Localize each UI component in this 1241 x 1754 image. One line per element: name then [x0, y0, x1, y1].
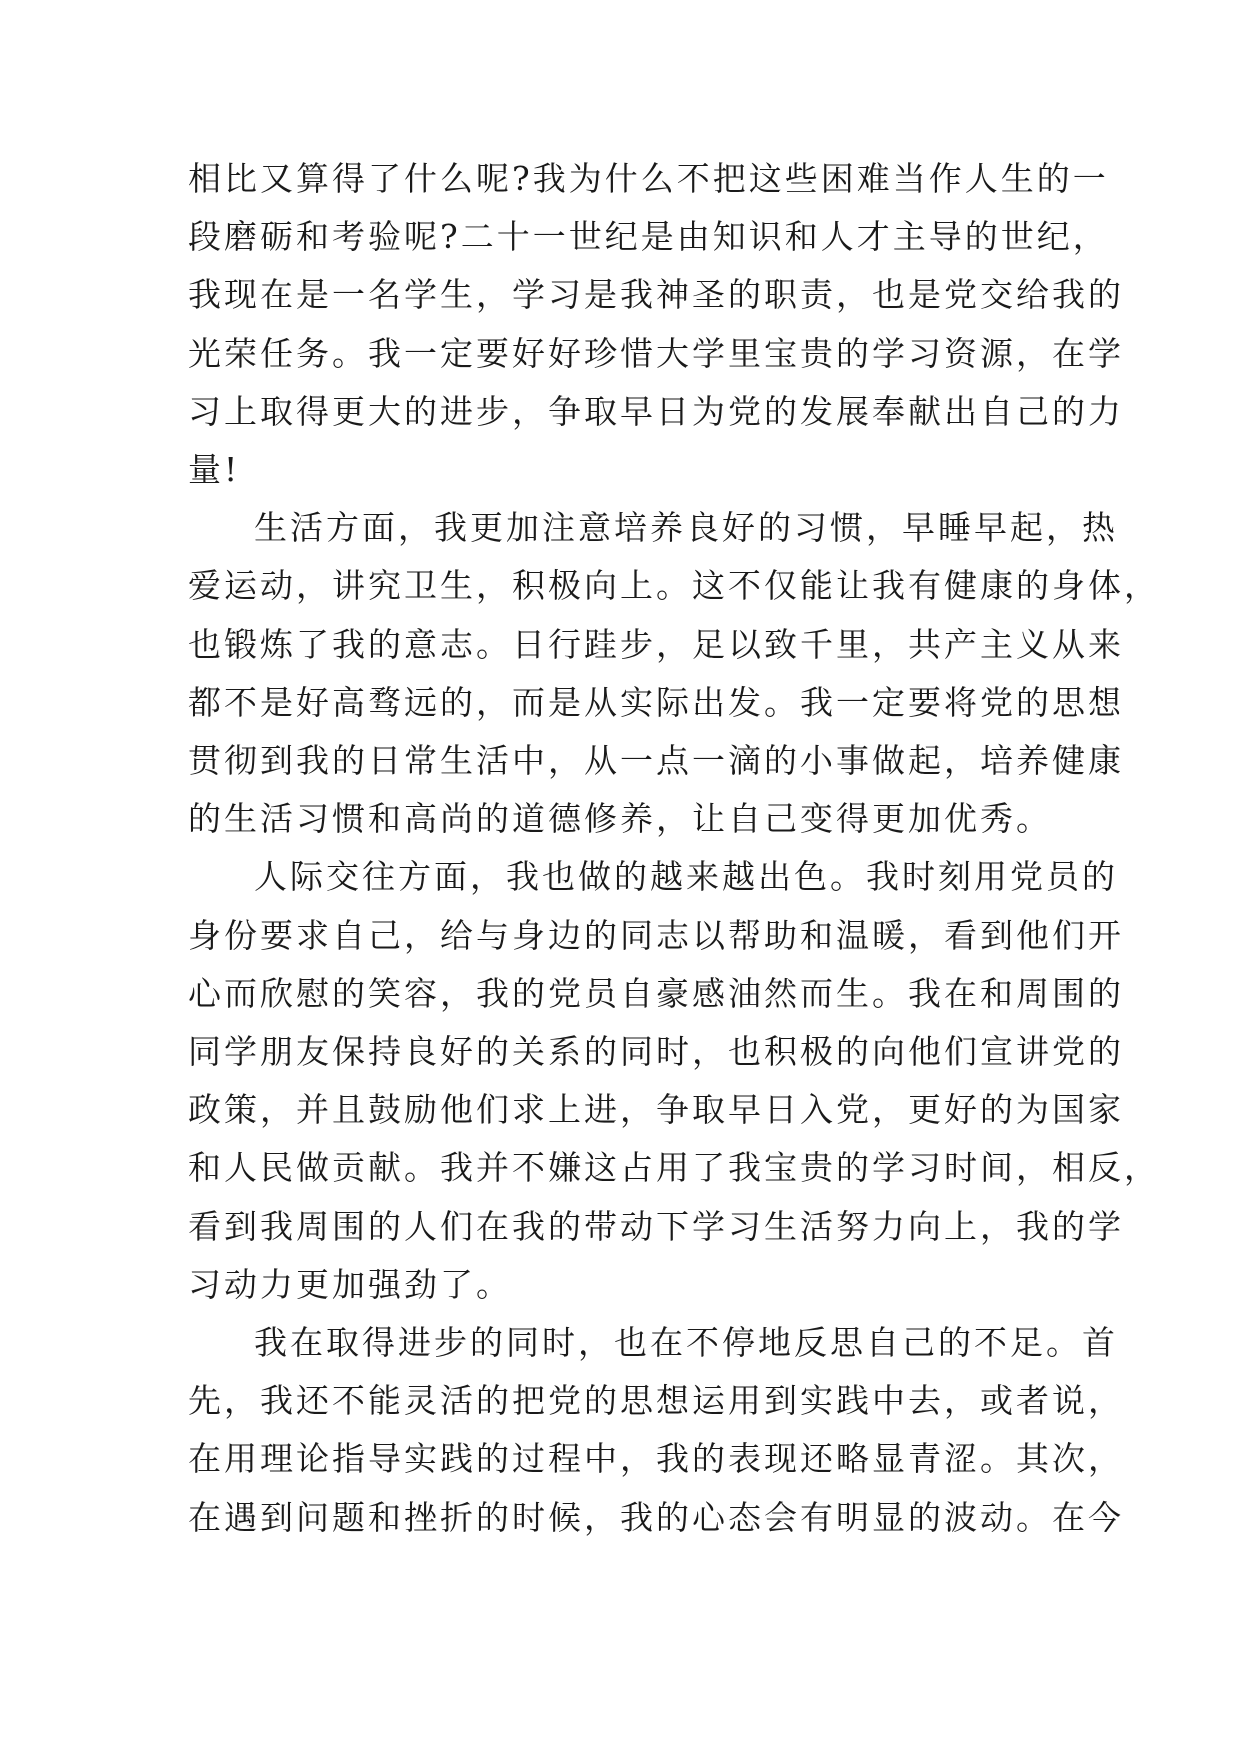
paragraph-3	[188, 848, 1160, 1314]
text-line: 光荣任务。我一定要好好珍惜大学里宝贵的学习资源，在学	[188, 333, 1124, 373]
text-line: 和人民做贡献。我并不嫌这占用了我宝贵的学习时间，相反，	[188, 1148, 1160, 1188]
document-body	[188, 150, 1160, 1547]
text-line: 也锻炼了我的意志。日行跬步，足以致千里，共产主义从来	[188, 624, 1124, 664]
paragraph-1	[188, 150, 1124, 499]
text-line: 都不是好高骛远的，而是从实际出发。我一定要将党的思想	[188, 682, 1124, 722]
text-line: 政策，并且鼓励他们求上进，争取早日入党，更好的为国家	[188, 1090, 1124, 1130]
text-line: 心而欣慰的笑容，我的党员自豪感油然而生。我在和周围的	[188, 973, 1124, 1013]
text-line: 习动力更加强劲了。	[188, 1264, 512, 1304]
text-line: 爱运动，讲究卫生，积极向上。这不仅能让我有健康的身体，	[188, 566, 1160, 606]
text-line: 人际交往方面，我也做的越来越出色。我时刻用党员的	[254, 857, 1118, 897]
text-line: 段磨砺和考验呢?二十一世纪是由知识和人才主导的世纪，	[188, 217, 1109, 257]
text-line: 我现在是一名学生，学习是我神圣的职责，也是党交给我的	[188, 275, 1124, 315]
text-line: 相比又算得了什么呢?我为什么不把这些困难当作人生的一	[188, 159, 1109, 198]
text-line: 先，我还不能灵活的把党的思想运用到实践中去，或者说，	[188, 1381, 1124, 1421]
text-line: 的生活习惯和高尚的道德修养，让自己变得更加优秀。	[188, 799, 1052, 839]
text-line: 在遇到问题和挫折的时候，我的心态会有明显的波动。在今	[188, 1497, 1124, 1537]
text-line: 贯彻到我的日常生活中，从一点一滴的小事做起，培养健康	[188, 741, 1124, 781]
text-line: 习上取得更大的进步，争取早日为党的发展奉献出自己的力	[188, 391, 1124, 431]
paragraph-2	[188, 499, 1160, 848]
text-line: 生活方面，我更加注意培养良好的习惯，早睡早起，热	[254, 508, 1118, 548]
text-line: 我在取得进步的同时，也在不停地反思自己的不足。首	[254, 1323, 1118, 1363]
text-line: 同学朋友保持良好的关系的同时，也积极的向他们宣讲党的	[188, 1032, 1124, 1072]
text-line: 看到我周围的人们在我的带动下学习生活努力向上，我的学	[188, 1206, 1124, 1246]
text-line: 身份要求自己，给与身边的同志以帮助和温暖，看到他们开	[188, 915, 1124, 955]
text-line: 在用理论指导实践的过程中，我的表现还略显青涩。其次，	[188, 1439, 1124, 1479]
text-line: 量!	[188, 450, 241, 490]
paragraph-4	[188, 1314, 1124, 1547]
